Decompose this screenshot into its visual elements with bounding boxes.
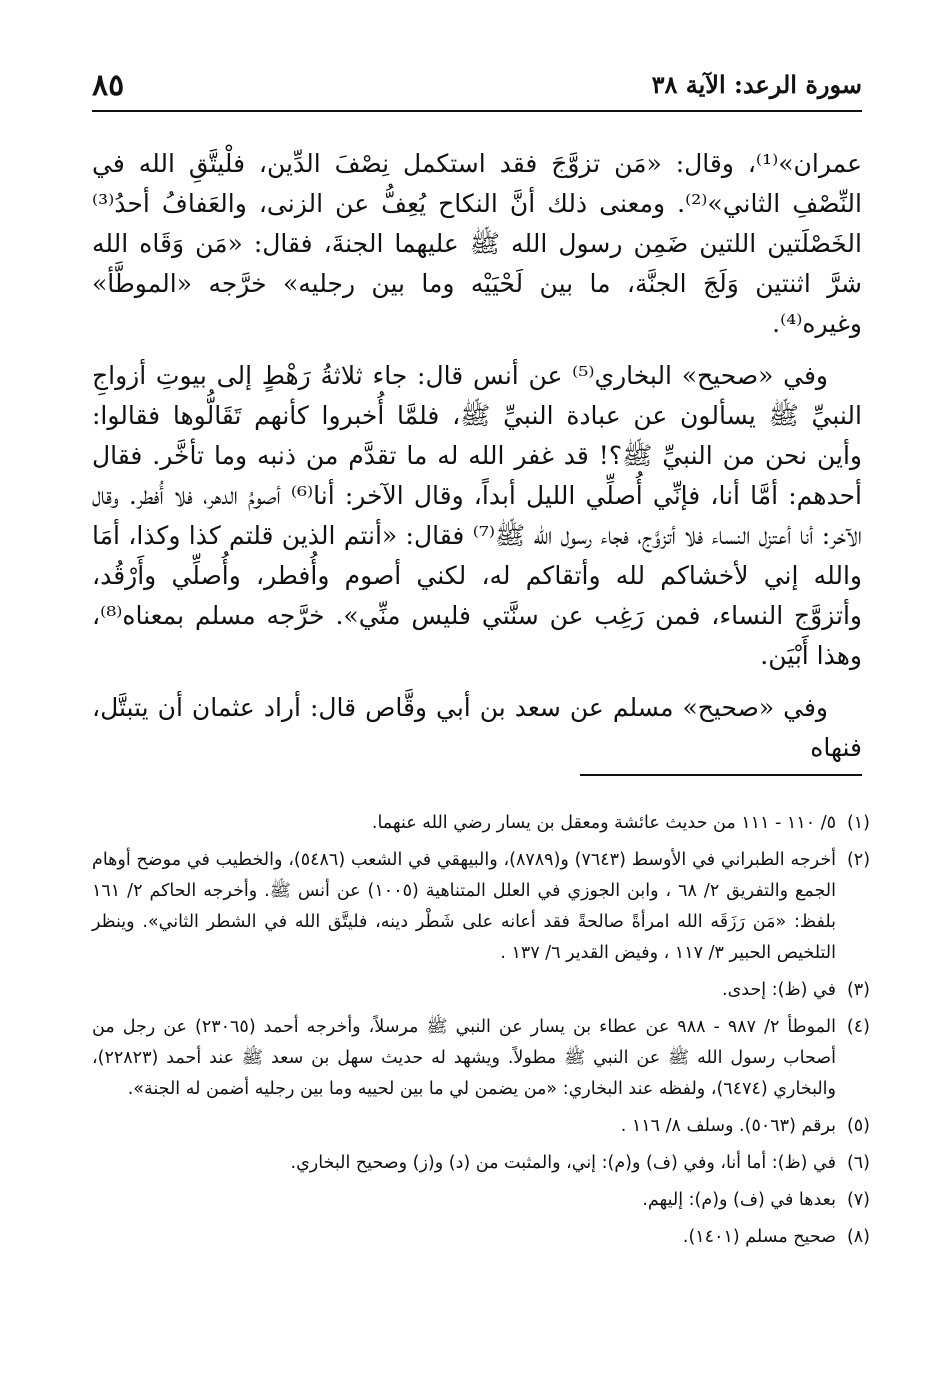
footnote-5 (92, 1111, 870, 1142)
footnote-text: برقم (٥٠٦٣). وسلف ٨/ ١١٦ . (620, 1116, 836, 1136)
footnote-text: الموطأ ٢/ ٩٨٧ - ٩٨٨ عن عطاء بن يسار عن النبي ﷺ مرسلاً، وأخرجه أحمد (٢٣٠٦٥) عن رجل من أصحاب رسول الله ﷺ عن النبي ﷺ مطولاً. ويشهد له حديث سهل بن سعد ﷺ عند أحمد (٢٢٨٢٣)، والبخاري (٦٤٧٤)، ولفظه عند البخاري: «من يضمن لي ما بين لحييه وما بين رجليه أضمن له الجنة». (92, 1017, 836, 1099)
header-title: سورة الرعد: الآية ٣٨ (651, 70, 862, 99)
footnote-separator (580, 774, 862, 776)
paragraph-1: عمران»⁽¹⁾، وقال: «مَن تزوَّجَ فقد استكمل نِصْفَ الدِّين، فلْيتَّقِ الله في النِّصْفِ الثاني»⁽²⁾. ومعنى ذلك أنَّ النكاح يُعِفُّ عن الزنى، والعَفافُ أحدُ⁽³⁾ الخَصْلَتين اللتين ضَمِن رسول الله ﷺ عليهما الجنةَ، فقال: «مَن وَقَاه الله شرَّ اثنتين وَلَجَ الجنَّة، ما بين لَحْيَيْه وما بين رجليه» خرَّجه «الموطَّأ» وغيره⁽⁴⁾. (92, 149, 862, 338)
footnotes (92, 808, 870, 1259)
main-text (92, 144, 862, 780)
footnote-3 (92, 975, 870, 1006)
footnote-6 (92, 1148, 870, 1179)
footnote-number: (٤) (846, 1017, 870, 1037)
footnote-7 (92, 1185, 870, 1216)
paragraph-2: وفي «صحيح» البخاري⁽⁵⁾ عن أنس قال: جاء ثلاثةُ رَهْطٍ إلى بيوتِ أزواجِ النبيِّ ﷺ يسألون عن عبادة النبيِّ ﷺ، فلمَّا أُخبروا كأنهم تَقَالُّوها فقالوا: وأين نحن من النبيِّ ﷺ؟! قد غفر الله له ما تقدَّم من ذنبه وما تأخَّر. فقال أحدهم: أمَّا أنا، فإنِّي أُصلِّي الليل أبداً، وقال الآخر: أنا⁽⁶⁾ أصومُ الدهر، فلا أُفطر. وقال الآخر: أنا أعتزل النساء فلا أتزوَّج، فجاء رسول الله ﷺ⁽⁷⁾ فقال: «أنتم الذين قلتم كذا وكذا، أمَا والله إني لأخشاكم لله وأتقاكم له، لكني أصوم وأُفطر، وأُصلِّي وأَرْقُد، وأتزوَّج النساء، فمن رَغِب عن سنَّتي فليس منِّي». خرَّجه مسلم بمعناه⁽⁸⁾، وهذا أَبْيَن. (92, 361, 862, 670)
footnote-2 (92, 845, 870, 969)
paragraph-3: وفي «صحيح» مسلم عن سعد بن أبي وقَّاص قال: أراد عثمان أن يتبتَّل، فنهاه (92, 693, 862, 762)
running-header (92, 66, 862, 112)
footnote-number: (٥) (846, 1116, 870, 1136)
footnote-1 (92, 808, 870, 839)
footnote-number: (١) (846, 813, 870, 833)
footnote-text: أخرجه الطبراني في الأوسط (٧٦٤٣) و(٨٧٨٩)، والبيهقي في الشعب (٥٤٨٦)، والخطيب في موضح أوهام الجمع والتفريق ٢/ ٦٨ ، وابن الجوزي في العلل المتناهية (١٠٠٥) عن أنس ﷺ. وأخرجه الحاكم ٢/ ١٦١ بلفظ: «مَن رَزَقَه الله امرأةً صالحةً فقد أعانه على شَطْر دينه، فليتَّق الله في الشطر الثاني». وينظر التلخيص الحبير ٣/ ١١٧ ، وفيض القدير ٦/ ١٣٧ . (92, 850, 837, 963)
footnote-number: (٢) (846, 850, 871, 870)
footnote-number: (٧) (846, 1190, 870, 1210)
footnote-number: (٨) (846, 1227, 870, 1247)
footnote-8 (92, 1222, 870, 1253)
footnote-number: (٦) (846, 1153, 870, 1173)
footnote-text: في (ظ): أما أنا، وفي (ف) و(م): إني، والمثبت من (د) و(ز) وصحيح البخاري. (290, 1153, 836, 1173)
footnote-4 (92, 1012, 870, 1105)
footnote-text: صحيح مسلم (١٤٠١). (682, 1227, 836, 1247)
footnote-text: في (ظ): إحدى. (722, 980, 836, 1000)
footnote-text: بعدها في (ف) و(م): إليهم. (642, 1190, 836, 1210)
footnote-number: (٣) (846, 980, 870, 1000)
footnote-text: ٥/ ١١٠ - ١١١ من حديث عائشة ومعقل بن يسار رضي الله عنهما. (371, 813, 836, 833)
page-number: ٨٥ (92, 68, 125, 103)
